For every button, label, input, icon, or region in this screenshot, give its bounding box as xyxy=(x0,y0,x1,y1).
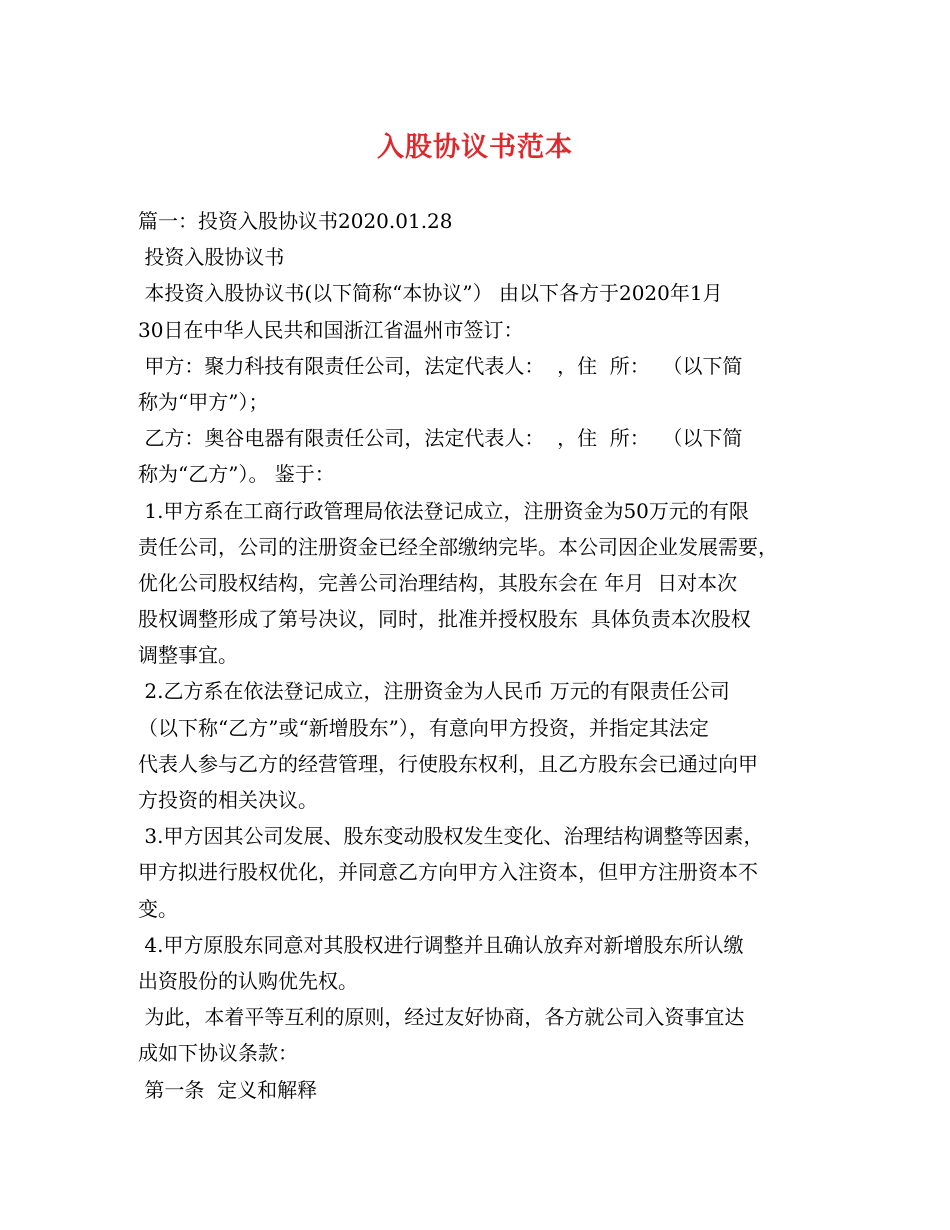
text-line: 篇一：投资入股协议书2020.01.28 xyxy=(138,209,453,233)
text-line: 调整事宜。 xyxy=(138,643,238,668)
text-line: 称为“甲方”）； xyxy=(138,389,269,414)
document-body xyxy=(138,203,818,1108)
text-line: （以下称“乙方”或“新增股东”），有意向甲方投资，并指定其法定 xyxy=(138,715,709,740)
text-line: 变。 xyxy=(138,896,178,921)
text-line: 方投资的相关决议。 xyxy=(138,788,318,812)
text-line: 乙方：奥谷电器有限责任公司，法定代表人： ，住 所： （以下简 xyxy=(138,426,743,451)
text-line: 优化公司股权结构，完善公司治理结构，其股东会在 年月 日对本次 xyxy=(138,570,738,595)
text-line: 责任公司，公司的注册资金已经全部缴纳完毕。本公司因企业发展需要， xyxy=(138,534,778,559)
text-line: 甲方拟进行股权优化，并同意乙方向甲方入注资本，但甲方注册资本不 xyxy=(138,860,758,885)
text-line: 称为“乙方”）。 鉴于： xyxy=(138,462,335,487)
text-line: 成如下协议条款： xyxy=(138,1041,298,1066)
text-line: 2.乙方系在依法登记成立，注册资金为人民币 万元的有限责任公司 xyxy=(138,679,730,704)
text-line: 代表人参与乙方的经营管理，行使股东权利，且乙方股东会已通过向甲 xyxy=(138,751,758,776)
text-line: 出资股份的认购优先权。 xyxy=(138,968,358,993)
text-line: 3.甲方因其公司发展、股东变动股权发生变化、治理结构调整等因素， xyxy=(138,824,764,849)
text-line: 30日在中华人民共和国浙江省温州市签订： xyxy=(138,317,524,342)
text-line: 股权调整形成了第号决议，同时，批准并授权股东 具体负责本次股权 xyxy=(138,607,751,632)
text-line: 甲方：聚力科技有限责任公司，法定代表人： ，住 所： （以下简 xyxy=(138,353,743,378)
text-line: 本投资入股协议书(以下简称“本协议”） 由以下各方于2020年1月 xyxy=(138,281,723,306)
document-title: 入股协议书范本 xyxy=(377,132,573,163)
text-line: 为此，本着平等互利的原则，经过友好协商，各方就公司入资事宜达 xyxy=(138,1005,745,1030)
text-line: 第一条 定义和解释 xyxy=(138,1077,318,1102)
text-line: 投资入股协议书 xyxy=(138,245,285,270)
text-line: 4.甲方原股东同意对其股权进行调整并且确认放弃对新增股东所认缴 xyxy=(138,932,744,957)
text-line: 1.甲方系在工商行政管理局依法登记成立，注册资金为50万元的有限 xyxy=(138,498,749,523)
